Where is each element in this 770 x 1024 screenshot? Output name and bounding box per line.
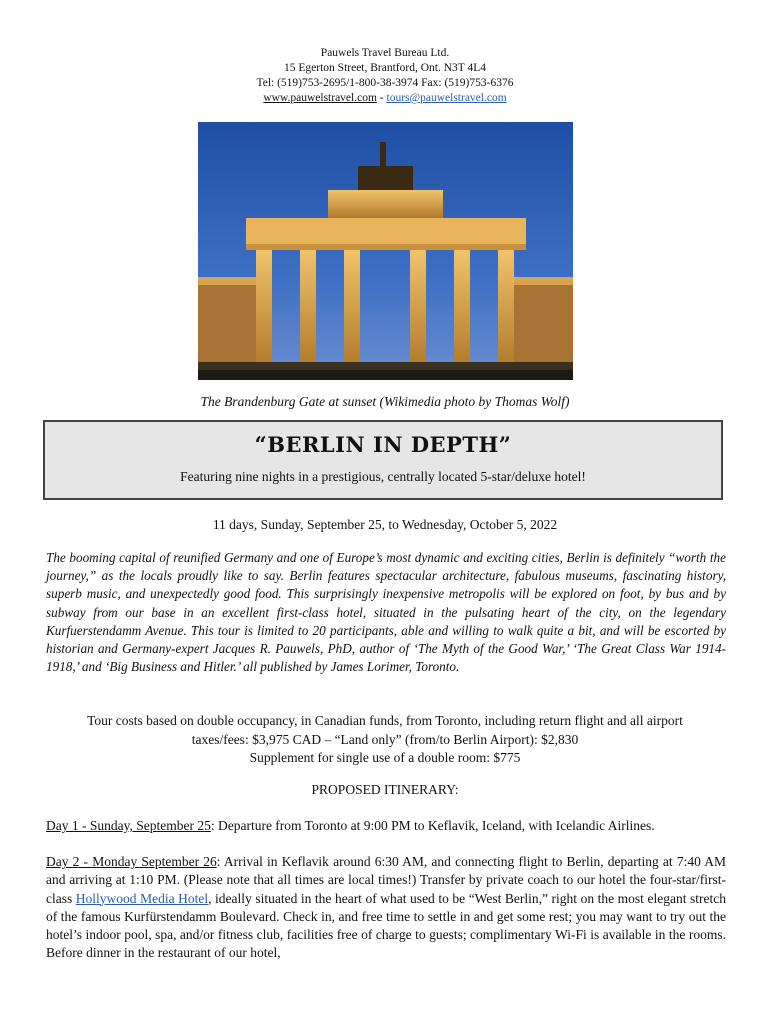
cost-line-1: Tour costs based on double occupancy, in Canadian funds, from Toronto, including return flight and all airport	[87, 713, 683, 728]
tour-subtitle: Featuring nine nights in a prestigious, centrally located 5-star/deluxe hotel!	[180, 469, 586, 484]
cost-line-3: Supplement for single use of a double room: $775	[249, 750, 521, 765]
tour-description: The booming capital of reunified Germany and one of Europe’s most dynamic and exciting cities, Berlin is definitely “worth the journey,” as the locals proudly like to say. Berlin features spectacular architecture, fabulous museums, fascinating history, superb music, and unexpectedly good food. This surprisingly inexpensive metropolis will be explored on foot, by bus and by subway from our base in an excellent first-class hotel, situated in the pulsating heart of the city, on the legendary Kurfuerstendamm Avenue. This tour is limited to 20 participants, able and willing to walk quite a bit, and will be escorted by historian and Germany-expert Jacques R. Pauwels, PhD, author of ‘The Myth of the Good War,’ ‘The Great Class War 1914-1918,’ and ‘Big Business and Hitler.’ all published by James Lorimer, Toronto.	[46, 550, 726, 675]
company-name: Pauwels Travel Bureau Ltd.	[320, 47, 450, 59]
itinerary-day-2	[46, 853, 726, 963]
hotel-link[interactable]: Hollywood Media Hotel	[75, 890, 209, 906]
day-2-label: Day 2 - Monday September 26	[46, 854, 217, 869]
photo-caption: The Brandenburg Gate at sunset (Wikimedia photo by Thomas Wolf)	[200, 394, 570, 409]
day-2-text: : Arrival in Keflavik around 6:30 AM, and connecting flight to Berlin, departing at 7:40 AM and arriving at 1:10 PM. (Please note that all times are local times!) Transfer by private coach to our hotel the four-star/first-class	[46, 854, 726, 906]
contact-separator: -	[376, 92, 387, 104]
day-1-text: : Departure from Toronto at 9:00 PM to Keflavik, Iceland, with Icelandic Airlines.	[210, 818, 655, 833]
company-address: 15 Egerton Street, Brantford, Ont. N3T 4L4	[284, 62, 486, 74]
email-link[interactable]: tours@pauwelstravel.com	[386, 92, 507, 104]
brandenburg-gate-photo	[198, 122, 573, 380]
day-2-text-continued: , ideally situated in the heart of what used to be “West Berlin,” right on the most elegant stretch of the famous Kurfürstendamm Boulevard. Check in, and free time to settle in and get some rest; you may want to try out the hotel’s indoor pool, spa, and/or fitness club, facilities free of charge to guests; complimentary Wi-Fi is available in the rooms. Before dinner in the restaurant of our hotel,	[46, 890, 726, 961]
tour-costs	[40, 712, 730, 768]
company-web-contact	[0, 91, 770, 106]
tour-title: “BERLIN IN DEPTH”	[254, 432, 512, 457]
day-1-label: Day 1 - Sunday, September 25	[46, 818, 211, 833]
letterhead	[0, 46, 770, 106]
itinerary-day-1	[46, 818, 736, 834]
tour-title-box	[43, 420, 723, 500]
tour-dates: 11 days, Sunday, September 25, to Wednesday, October 5, 2022	[212, 517, 558, 532]
cost-line-2: taxes/fees: $3,975 CAD – “Land only” (from/to Berlin Airport): $2,830	[191, 731, 579, 747]
itinerary-heading: PROPOSED ITINERARY:	[311, 782, 459, 797]
company-phone: Tel: (519)753-2695/1-800-38-3974 Fax: (519)753-6376	[256, 77, 514, 89]
website-link[interactable]: www.pauwelstravel.com	[263, 92, 377, 104]
